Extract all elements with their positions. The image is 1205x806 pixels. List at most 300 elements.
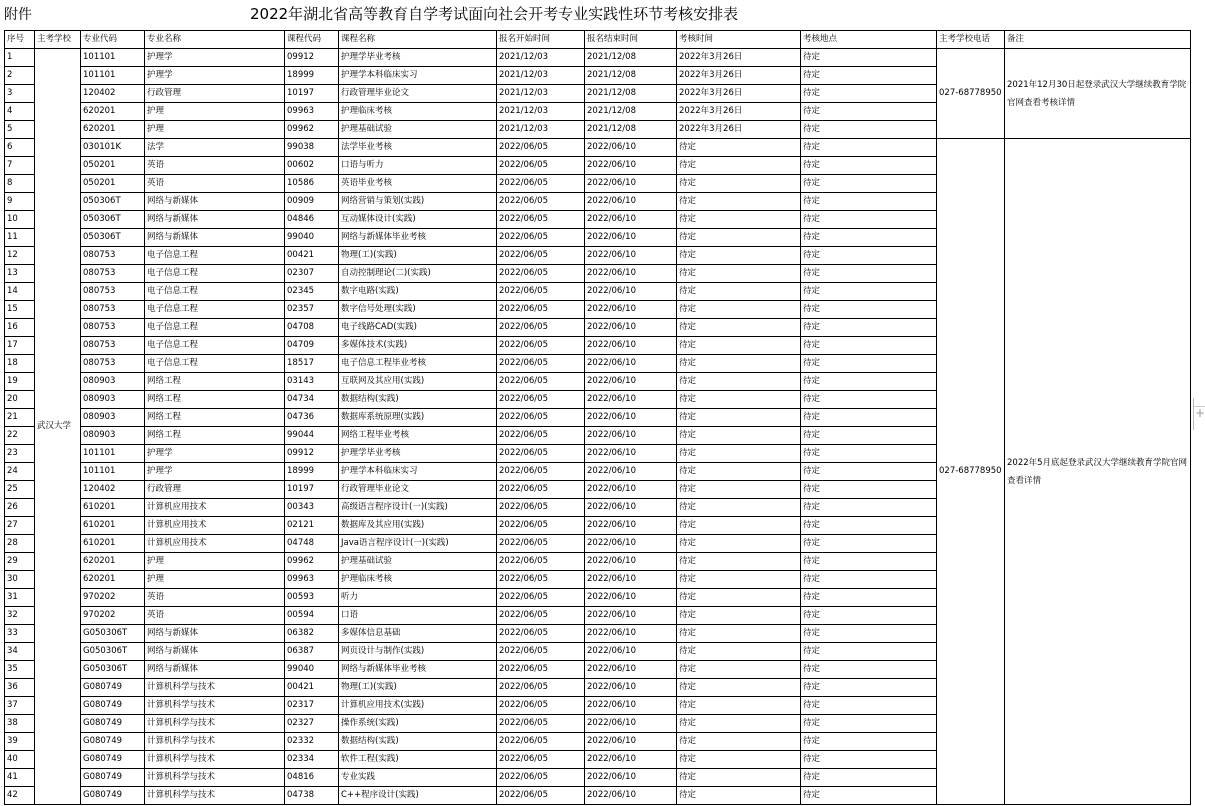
table-cell: 待定 <box>677 643 801 661</box>
table-cell: 待定 <box>677 697 801 715</box>
table-cell: 2022/06/10 <box>585 679 677 697</box>
table-cell: 物理(工)(实践) <box>339 247 497 265</box>
table-cell: 2022/06/05 <box>497 355 585 373</box>
table-cell: 17 <box>5 337 35 355</box>
table-cell: 2022/06/05 <box>497 391 585 409</box>
table-cell: 2022/06/10 <box>585 481 677 499</box>
table-cell: 09912 <box>285 445 339 463</box>
table-row <box>5 49 1191 67</box>
table-cell: 2022/06/05 <box>497 319 585 337</box>
table-cell: 18999 <box>285 67 339 85</box>
table-cell: 待定 <box>677 481 801 499</box>
table-cell: 610201 <box>81 535 145 553</box>
table-cell: 待定 <box>677 607 801 625</box>
table-cell: 待定 <box>801 499 937 517</box>
table-cell: G080749 <box>81 679 145 697</box>
table-cell: 2022/06/05 <box>497 247 585 265</box>
table-cell: 2022年3月26日 <box>677 49 801 67</box>
table-cell: 待定 <box>801 211 937 229</box>
header-cell: 备注 <box>1005 31 1191 49</box>
table-cell: 2022/06/10 <box>585 211 677 229</box>
table-cell: 护理学本科临床实习 <box>339 67 497 85</box>
table-cell: 620201 <box>81 553 145 571</box>
page-title: 2022年湖北省高等教育自学考试面向社会开考专业实践性环节考核安排表 <box>250 5 739 23</box>
table-cell: 2022/06/05 <box>497 661 585 679</box>
table-cell: 2021/12/03 <box>497 103 585 121</box>
table-cell: 29 <box>5 553 35 571</box>
table-cell: 030101K <box>81 139 145 157</box>
header-cell: 课程代码 <box>285 31 339 49</box>
school-cell: 武汉大学 <box>35 49 81 805</box>
table-cell: 2022/06/05 <box>497 517 585 535</box>
table-cell: 软件工程(实践) <box>339 751 497 769</box>
table-cell: 40 <box>5 751 35 769</box>
table-cell: 24 <box>5 463 35 481</box>
table-cell: 英语 <box>145 157 285 175</box>
table-cell: 电子信息工程 <box>145 265 285 283</box>
table-cell: 计算机科学与技术 <box>145 787 285 805</box>
header-cell: 课程名称 <box>339 31 497 49</box>
table-cell: 待定 <box>677 589 801 607</box>
table-cell: 待定 <box>677 229 801 247</box>
table-cell: 电子信息工程 <box>145 319 285 337</box>
table-cell: 2022/06/05 <box>497 175 585 193</box>
header-cell: 报名开始时间 <box>497 31 585 49</box>
table-cell: 050306T <box>81 211 145 229</box>
table-cell: 28 <box>5 535 35 553</box>
table-cell: 080753 <box>81 265 145 283</box>
table-cell: 37 <box>5 697 35 715</box>
table-cell: 2022/06/05 <box>497 715 585 733</box>
table-cell: 护理临床考核 <box>339 103 497 121</box>
table-cell: 待定 <box>677 517 801 535</box>
table-cell: 2022/06/10 <box>585 175 677 193</box>
table-cell: 待定 <box>677 211 801 229</box>
table-cell: 网络工程 <box>145 427 285 445</box>
table-cell: 2022/06/10 <box>585 715 677 733</box>
note-cell: 2022年5月底起登录武汉大学继续教育学院官网查看详情 <box>1005 139 1191 805</box>
table-cell: 2022/06/05 <box>497 571 585 589</box>
table-cell: 101101 <box>81 445 145 463</box>
table-cell: 42 <box>5 787 35 805</box>
table-cell: 620201 <box>81 121 145 139</box>
table-cell: 待定 <box>801 445 937 463</box>
table-cell: 03143 <box>285 373 339 391</box>
table-cell: 8 <box>5 175 35 193</box>
table-cell: 09962 <box>285 553 339 571</box>
table-cell: 99040 <box>285 229 339 247</box>
table-cell: 计算机应用技术(实践) <box>339 697 497 715</box>
table-cell: 2022/06/05 <box>497 211 585 229</box>
table-cell: 待定 <box>801 355 937 373</box>
table-cell: 待定 <box>801 463 937 481</box>
table-cell: 02327 <box>285 715 339 733</box>
table-cell: 英语 <box>145 589 285 607</box>
table-cell: 2022/06/05 <box>497 193 585 211</box>
table-cell: G080749 <box>81 769 145 787</box>
table-cell: 待定 <box>677 247 801 265</box>
table-cell: 待定 <box>801 769 937 787</box>
table-cell: 2022/06/05 <box>497 733 585 751</box>
table-cell: 00421 <box>285 679 339 697</box>
table-cell: 网络营销与策划(实践) <box>339 193 497 211</box>
header-cell: 专业名称 <box>145 31 285 49</box>
table-cell: 待定 <box>801 589 937 607</box>
table-cell: 待定 <box>801 697 937 715</box>
table-cell: 网络工程 <box>145 391 285 409</box>
table-cell: 15 <box>5 301 35 319</box>
table-cell: 法学毕业考核 <box>339 139 497 157</box>
table-cell: 互联网及其应用(实践) <box>339 373 497 391</box>
table-cell: 26 <box>5 499 35 517</box>
table-cell: G080749 <box>81 733 145 751</box>
phone-cell: 027-68778950 <box>937 139 1005 805</box>
table-cell: 2022/06/05 <box>497 373 585 391</box>
table-cell: 2022/06/05 <box>497 157 585 175</box>
table-cell: 2022/06/05 <box>497 589 585 607</box>
table-cell: 护理基础试验 <box>339 121 497 139</box>
table-cell: 护理学 <box>145 463 285 481</box>
table-cell: 2022/06/10 <box>585 301 677 319</box>
table-cell: 00593 <box>285 589 339 607</box>
table-cell: 护理临床考核 <box>339 571 497 589</box>
table-cell: 050306T <box>81 193 145 211</box>
table-cell: 080903 <box>81 391 145 409</box>
table-cell: 2022/06/10 <box>585 193 677 211</box>
table-cell: 12 <box>5 247 35 265</box>
table-cell: 待定 <box>677 715 801 733</box>
header-cell: 主考学校 <box>35 31 81 49</box>
table-cell: 网络与新媒体 <box>145 211 285 229</box>
table-cell: 待定 <box>801 157 937 175</box>
table-cell: 待定 <box>677 463 801 481</box>
table-cell: 18 <box>5 355 35 373</box>
table-cell: 2022/06/10 <box>585 589 677 607</box>
table-cell: 待定 <box>677 733 801 751</box>
table-row <box>5 139 1191 157</box>
table-cell: 待定 <box>801 535 937 553</box>
table-cell: 2022/06/05 <box>497 643 585 661</box>
table-cell: 04709 <box>285 337 339 355</box>
table-cell: 物理(工)(实践) <box>339 679 497 697</box>
table-cell: 2022/06/10 <box>585 769 677 787</box>
note-cell: 2021年12月30日起登录武汉大学继续教育学院官网查看考核详情 <box>1005 49 1191 139</box>
table-cell: 数据结构(实践) <box>339 733 497 751</box>
table-cell: 数据库系统原理(实践) <box>339 409 497 427</box>
table-cell: 02334 <box>285 751 339 769</box>
table-cell: 计算机科学与技术 <box>145 733 285 751</box>
table-cell: 网络与新媒体 <box>145 229 285 247</box>
table-cell: 待定 <box>677 319 801 337</box>
table-cell: 2022/06/05 <box>497 625 585 643</box>
table-cell: 待定 <box>801 751 937 769</box>
table-cell: 口语与听力 <box>339 157 497 175</box>
table-cell: 2022/06/10 <box>585 607 677 625</box>
table-cell: 31 <box>5 589 35 607</box>
table-cell: 待定 <box>801 661 937 679</box>
table-cell: 2022/06/10 <box>585 391 677 409</box>
table-cell: G050306T <box>81 625 145 643</box>
table-cell: 050201 <box>81 157 145 175</box>
table-cell: 待定 <box>801 571 937 589</box>
table-cell: 2022/06/10 <box>585 751 677 769</box>
table-cell: 2022年3月26日 <box>677 103 801 121</box>
table-cell: 计算机科学与技术 <box>145 769 285 787</box>
table-cell: 待定 <box>801 121 937 139</box>
table-cell: 待定 <box>801 283 937 301</box>
table-cell: 18999 <box>285 463 339 481</box>
table-cell: 待定 <box>801 373 937 391</box>
table-cell: 护理学本科临床实习 <box>339 463 497 481</box>
table-cell: 待定 <box>677 157 801 175</box>
table-cell: 电子信息工程毕业考核 <box>339 355 497 373</box>
table-cell: 待定 <box>677 337 801 355</box>
table-cell: 18517 <box>285 355 339 373</box>
table-cell: 23 <box>5 445 35 463</box>
table-cell: 待定 <box>801 265 937 283</box>
table-cell: 2022/06/05 <box>497 535 585 553</box>
table-cell: 待定 <box>801 391 937 409</box>
table-cell: 网络工程 <box>145 373 285 391</box>
table-cell: 36 <box>5 679 35 697</box>
table-cell: 多媒体技术(实践) <box>339 337 497 355</box>
table-cell: 25 <box>5 481 35 499</box>
table-cell: 电子信息工程 <box>145 283 285 301</box>
side-scroll-handle[interactable]: + <box>1193 398 1205 430</box>
table-cell: 2022/06/10 <box>585 535 677 553</box>
table-cell: 050306T <box>81 229 145 247</box>
table-cell: 2022/06/05 <box>497 697 585 715</box>
table-cell: 2 <box>5 67 35 85</box>
table-cell: 04816 <box>285 769 339 787</box>
table-cell: 02332 <box>285 733 339 751</box>
table-cell: 待定 <box>677 139 801 157</box>
table-cell: 网络与新媒体 <box>145 661 285 679</box>
table-cell: 自动控制理论(二)(实践) <box>339 265 497 283</box>
schedule-table <box>4 30 1191 805</box>
phone-cell: 027-68778950 <box>937 49 1005 139</box>
table-cell: G050306T <box>81 661 145 679</box>
table-cell: 网络工程毕业考核 <box>339 427 497 445</box>
table-cell: 待定 <box>801 427 937 445</box>
table-cell: 080903 <box>81 373 145 391</box>
table-cell: 101101 <box>81 67 145 85</box>
table-cell: 2022/06/10 <box>585 571 677 589</box>
header-cell: 考核地点 <box>801 31 937 49</box>
table-cell: 待定 <box>677 301 801 319</box>
table-cell: 数据结构(实践) <box>339 391 497 409</box>
header-cell: 主考学校电话 <box>937 31 1005 49</box>
table-cell: 数字信号处理(实践) <box>339 301 497 319</box>
table-cell: 080903 <box>81 427 145 445</box>
table-cell: 2022/06/10 <box>585 265 677 283</box>
table-cell: 网络与新媒体 <box>145 193 285 211</box>
table-cell: 2022/06/10 <box>585 499 677 517</box>
table-cell: 待定 <box>677 661 801 679</box>
table-cell: 09912 <box>285 49 339 67</box>
table-cell: 04734 <box>285 391 339 409</box>
table-cell: 口语 <box>339 607 497 625</box>
table-cell: 护理学 <box>145 445 285 463</box>
table-cell: 2022/06/10 <box>585 661 677 679</box>
table-cell: 2022/06/10 <box>585 427 677 445</box>
table-cell: 2022/06/10 <box>585 463 677 481</box>
table-cell: 04846 <box>285 211 339 229</box>
table-cell: 2021/12/08 <box>585 67 677 85</box>
table-cell: 待定 <box>801 319 937 337</box>
table-cell: 27 <box>5 517 35 535</box>
table-cell: 待定 <box>677 355 801 373</box>
table-cell: 2022/06/10 <box>585 553 677 571</box>
table-cell: Java语言程序设计(一)(实践) <box>339 535 497 553</box>
table-cell: 2021/12/08 <box>585 49 677 67</box>
table-cell: 10586 <box>285 175 339 193</box>
table-cell: 电子信息工程 <box>145 337 285 355</box>
table-cell: 电子信息工程 <box>145 301 285 319</box>
table-cell: 99038 <box>285 139 339 157</box>
table-cell: 2022/06/10 <box>585 373 677 391</box>
table-cell: 2021/12/08 <box>585 85 677 103</box>
table-cell: C++程序设计(实践) <box>339 787 497 805</box>
table-cell: 待定 <box>677 427 801 445</box>
table-cell: 2022/06/05 <box>497 769 585 787</box>
table-cell: 2022/06/05 <box>497 283 585 301</box>
table-cell: 专业实践 <box>339 769 497 787</box>
header-cell: 考核时间 <box>677 31 801 49</box>
table-cell: 待定 <box>801 139 937 157</box>
table-cell: 护理 <box>145 103 285 121</box>
table-cell: 1 <box>5 49 35 67</box>
table-cell: 38 <box>5 715 35 733</box>
table-cell: 35 <box>5 661 35 679</box>
table-cell: 2022/06/10 <box>585 625 677 643</box>
table-cell: 英语 <box>145 175 285 193</box>
table-cell: 待定 <box>801 103 937 121</box>
table-cell: 待定 <box>677 193 801 211</box>
table-cell: 120402 <box>81 85 145 103</box>
table-cell: 3 <box>5 85 35 103</box>
table-cell: 待定 <box>801 679 937 697</box>
table-cell: 行政管理 <box>145 85 285 103</box>
table-cell: 620201 <box>81 103 145 121</box>
table-cell: G080749 <box>81 715 145 733</box>
table-cell: 待定 <box>677 175 801 193</box>
table-cell: 多媒体信息基础 <box>339 625 497 643</box>
table-cell: 050201 <box>81 175 145 193</box>
table-cell: G080749 <box>81 751 145 769</box>
table-cell: 护理 <box>145 571 285 589</box>
table-cell: 39 <box>5 733 35 751</box>
table-cell: 10197 <box>285 481 339 499</box>
table-cell: 080753 <box>81 319 145 337</box>
table-cell: 待定 <box>801 715 937 733</box>
table-cell: 2021/12/03 <box>497 121 585 139</box>
table-cell: 080753 <box>81 301 145 319</box>
table-cell: 610201 <box>81 499 145 517</box>
table-cell: 02357 <box>285 301 339 319</box>
table-cell: 2022/06/10 <box>585 697 677 715</box>
table-cell: 101101 <box>81 49 145 67</box>
table-cell: 30 <box>5 571 35 589</box>
table-cell: 待定 <box>677 787 801 805</box>
header-cell: 序号 <box>5 31 35 49</box>
table-cell: 行政管理毕业论文 <box>339 481 497 499</box>
table-cell: 待定 <box>801 553 937 571</box>
table-cell: 20 <box>5 391 35 409</box>
table-cell: 待定 <box>677 571 801 589</box>
table-cell: 09962 <box>285 121 339 139</box>
table-cell: 2021/12/03 <box>497 49 585 67</box>
table-cell: 2022/06/05 <box>497 553 585 571</box>
table-cell: 2022/06/05 <box>497 139 585 157</box>
table-cell: 英语 <box>145 607 285 625</box>
table-cell: 02121 <box>285 517 339 535</box>
annex-label: 附件 <box>4 7 32 23</box>
table-cell: 互动媒体设计(实践) <box>339 211 497 229</box>
table-cell: 待定 <box>677 499 801 517</box>
table-cell: 2022/06/05 <box>497 463 585 481</box>
table-cell: 2022/06/10 <box>585 337 677 355</box>
table-cell: 2022/06/10 <box>585 139 677 157</box>
table-cell: 080903 <box>81 409 145 427</box>
table-cell: 计算机科学与技术 <box>145 751 285 769</box>
table-cell: 610201 <box>81 517 145 535</box>
table-cell: 待定 <box>801 67 937 85</box>
table-cell: 英语毕业考核 <box>339 175 497 193</box>
table-cell: 04736 <box>285 409 339 427</box>
table-cell: 待定 <box>677 391 801 409</box>
table-cell: 00343 <box>285 499 339 517</box>
table-cell: 080753 <box>81 337 145 355</box>
table-cell: 2022/06/05 <box>497 679 585 697</box>
table-cell: 101101 <box>81 463 145 481</box>
table-cell: 护理学 <box>145 49 285 67</box>
table-cell: 2022/06/10 <box>585 355 677 373</box>
table-cell: 4 <box>5 103 35 121</box>
table-cell: 970202 <box>81 589 145 607</box>
table-cell: 2022/06/10 <box>585 445 677 463</box>
table-cell: 操作系统(实践) <box>339 715 497 733</box>
table-cell: 2022/06/10 <box>585 787 677 805</box>
table-cell: 2022/06/05 <box>497 787 585 805</box>
table-cell: 待定 <box>801 787 937 805</box>
table-cell: 2021/12/08 <box>585 121 677 139</box>
table-cell: 电子信息工程 <box>145 247 285 265</box>
table-cell: 2022年3月26日 <box>677 85 801 103</box>
table-cell: 待定 <box>801 607 937 625</box>
table-cell: 5 <box>5 121 35 139</box>
table-cell: 2022/06/10 <box>585 409 677 427</box>
table-cell: 02307 <box>285 265 339 283</box>
table-cell: 2022/06/10 <box>585 229 677 247</box>
table-cell: 00594 <box>285 607 339 625</box>
table-cell: 2022/06/10 <box>585 247 677 265</box>
table-cell: 待定 <box>677 265 801 283</box>
table-cell: 99044 <box>285 427 339 445</box>
table-cell: 待定 <box>677 625 801 643</box>
table-cell: 120402 <box>81 481 145 499</box>
table-cell: 2022/06/10 <box>585 157 677 175</box>
table-cell: 04738 <box>285 787 339 805</box>
table-cell: 04708 <box>285 319 339 337</box>
table-cell: 网络与新媒体 <box>145 625 285 643</box>
table-header-row <box>5 31 1191 49</box>
table-cell: G080749 <box>81 787 145 805</box>
table-cell: 待定 <box>801 247 937 265</box>
table-cell: 计算机科学与技术 <box>145 715 285 733</box>
table-cell: 00421 <box>285 247 339 265</box>
table-cell: 电子信息工程 <box>145 355 285 373</box>
